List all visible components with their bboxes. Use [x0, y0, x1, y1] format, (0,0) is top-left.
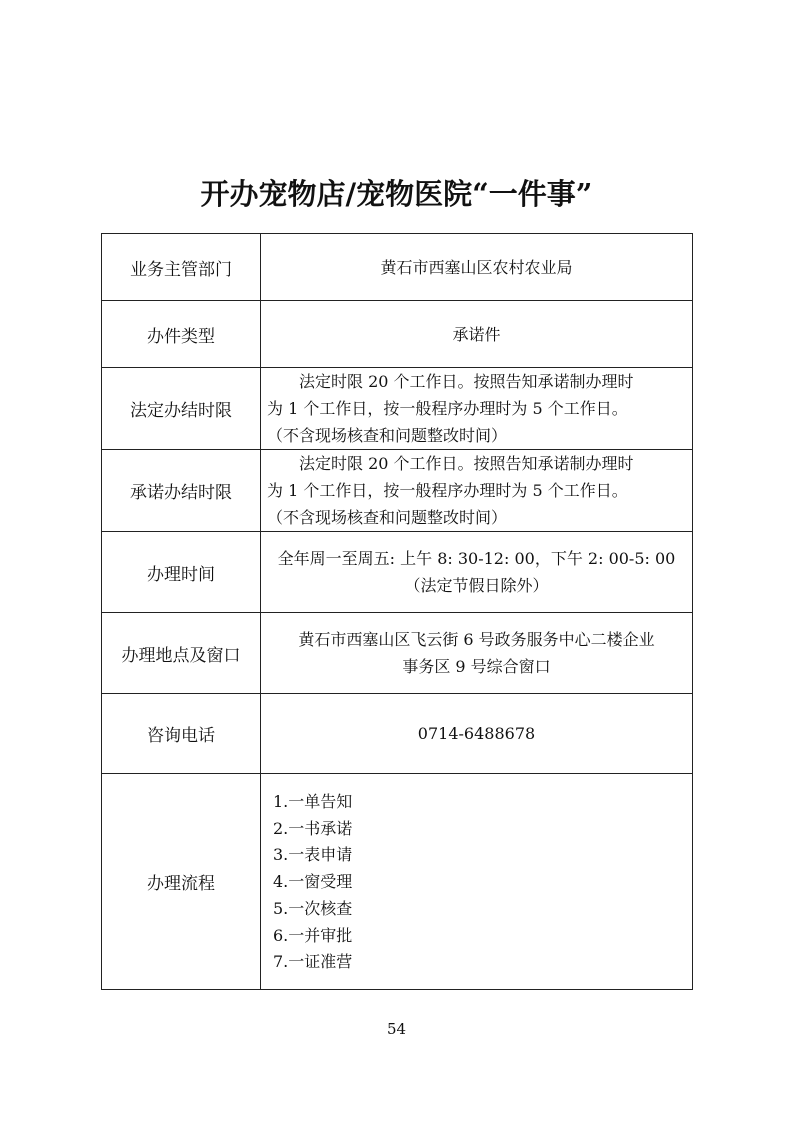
- row-value-location: [261, 613, 693, 694]
- value-line: 事务区 9 号综合窗口: [402, 657, 551, 676]
- row-label-process: 办理流程: [102, 774, 261, 990]
- table-row: [102, 301, 693, 368]
- process-step: 6.一并审批: [273, 925, 353, 945]
- table-row: [102, 694, 693, 774]
- row-value-phone: [261, 694, 693, 774]
- service-info-table: [101, 233, 693, 990]
- table-row: [102, 450, 693, 532]
- process-step: 2.一书承诺: [273, 818, 353, 838]
- table-row: [102, 532, 693, 613]
- row-label-location: 办理地点及窗口: [102, 613, 261, 694]
- value-line: 承诺件: [452, 324, 501, 344]
- table-row: [102, 368, 693, 450]
- row-label-promised-deadline: 承诺办结时限: [102, 450, 261, 532]
- value-line: 黄石市西塞山区农村农业局: [380, 257, 573, 277]
- value-line: 为 1 个工作日，按一般程序办理时为 5 个工作日。: [267, 481, 628, 500]
- row-value-legal-deadline: [261, 368, 693, 450]
- process-step: 4.一窗受理: [273, 872, 353, 892]
- value-line: 法定时限 20 个工作日。按照告知承诺制办理时: [299, 454, 634, 473]
- value-line: （不含现场核查和问题整改时间）: [267, 426, 508, 445]
- row-value-office-hours: [261, 532, 693, 613]
- process-step: 3.一表申请: [273, 845, 353, 865]
- value-line: （不含现场核查和问题整改时间）: [267, 508, 508, 527]
- process-steps-list: [267, 777, 686, 986]
- value-line: 黄石市西塞山区飞云街 6 号政务服务中心二楼企业: [298, 630, 655, 649]
- value-line: 全年周一至周五: 上午 8: 30-12: 00，下午 2: 00-5: 00: [277, 549, 676, 568]
- row-value-process: [261, 774, 693, 990]
- table-row: [102, 613, 693, 694]
- value-line: 为 1 个工作日，按一般程序办理时为 5 个工作日。: [267, 399, 628, 418]
- table-row: [102, 234, 693, 301]
- phone-number: 0714-6488678: [417, 724, 536, 743]
- table-row: [102, 774, 693, 990]
- value-line: （法定节假日除外）: [404, 576, 549, 595]
- row-value-promised-deadline: [261, 450, 693, 532]
- row-label-case-type: 办件类型: [102, 301, 261, 368]
- document-title: 开办宠物店/宠物医院“一件事”: [200, 177, 593, 211]
- process-step: 7.一证准营: [273, 952, 353, 972]
- page-number: 54: [386, 1020, 407, 1038]
- row-label-legal-deadline: 法定办结时限: [102, 368, 261, 450]
- row-value-case-type: [261, 301, 693, 368]
- process-step: 1.一单告知: [273, 792, 353, 812]
- value-line: 法定时限 20 个工作日。按照告知承诺制办理时: [299, 372, 634, 391]
- row-label-phone: 咨询电话: [102, 694, 261, 774]
- row-label-department: 业务主管部门: [102, 234, 261, 301]
- row-label-office-hours: 办理时间: [102, 532, 261, 613]
- process-step: 5.一次核查: [273, 898, 353, 918]
- row-value-department: [261, 234, 693, 301]
